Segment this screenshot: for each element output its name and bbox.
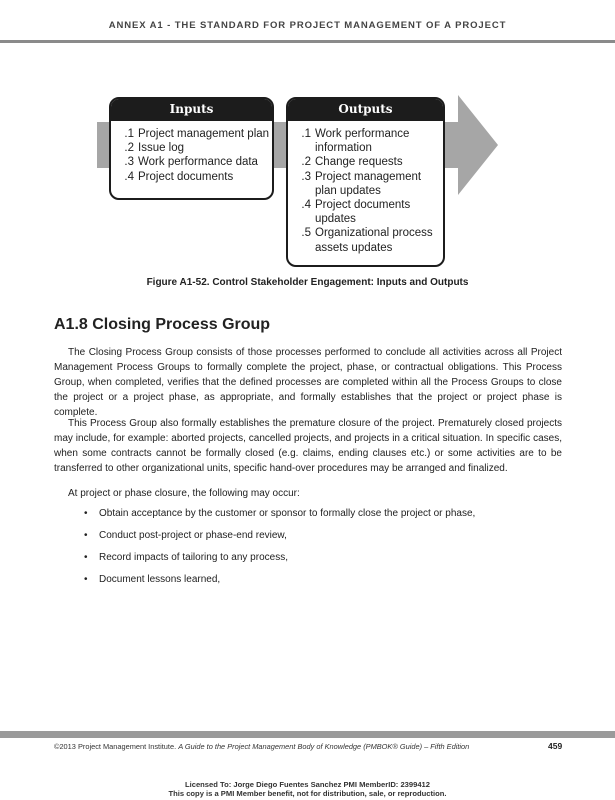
closure-bullet-list bbox=[84, 506, 554, 594]
bullet-icon: • bbox=[84, 508, 88, 519]
input-item: .3 Work performance data bbox=[124, 156, 258, 169]
list-item: • Obtain acceptance by the customer or sponsor to formally close the project or phase, bbox=[84, 508, 476, 519]
input-item: .2 Issue log bbox=[124, 142, 185, 155]
input-item: .1 Project management plan bbox=[124, 128, 270, 140]
bullet-icon: • bbox=[84, 574, 88, 585]
inputs-list bbox=[111, 121, 272, 184]
list-item: • Document lessons learned, bbox=[84, 574, 221, 585]
outputs-box bbox=[286, 97, 445, 267]
inputs-box bbox=[109, 97, 274, 200]
outputs-heading: Outputs bbox=[288, 99, 443, 121]
running-header-title: ANNEX A1 - THE STANDARD FOR PROJECT MANAGEMENT OF A PROJECT bbox=[108, 20, 507, 31]
license-line-1: Licensed To: Jorge Diego Fuentes Sanchez PMI MemberID: 2399412 bbox=[184, 780, 431, 789]
list-item: • Record impacts of tailoring to any process, bbox=[84, 552, 288, 563]
page-number: 459 bbox=[548, 741, 563, 751]
copyright-text: ©2013 Project Management Institute. bbox=[54, 742, 177, 751]
body-paragraph: At project or phase closure, the following may occur: bbox=[68, 488, 300, 499]
figure-caption: Figure A1-52. Control Stakeholder Engagement: Inputs and Outputs bbox=[146, 277, 469, 288]
inputs-heading: Inputs bbox=[111, 99, 272, 121]
license-line-2: This copy is a PMI Member benefit, not for distribution, sale, or reproduction. bbox=[168, 789, 447, 798]
output-item: .4 Project documents updates bbox=[301, 199, 411, 226]
output-item: .5 Organizational process assets updates bbox=[301, 227, 433, 254]
bullet-icon: • bbox=[84, 530, 88, 541]
figure-inputs-outputs bbox=[0, 90, 615, 270]
page-header bbox=[0, 0, 615, 40]
list-item: • Conduct post-project or phase-end review, bbox=[84, 530, 287, 541]
bullet-icon: • bbox=[84, 552, 88, 563]
output-item: .3 Project management plan updates bbox=[301, 170, 422, 197]
body-paragraph: This Process Group also formally establishes the premature closure of the project. Prematurely closed projects may include, for example: aborted projects, cancelled projects, and projects in a critical situation. In specific cases, when some contracts cannot be formally closed (e.g. claims, ending clauses etc.) or some activities are to be transferred to other organizational units, specific hand-over procedures may be arranged and finalized. bbox=[54, 418, 562, 474]
body-paragraph: The Closing Process Group consists of those processes performed to conclude all activities across all Project Management Process Groups to formally complete the project, phase, or contractual obligations. This Process Group, when completed, verifies that the defined processes are completed within all the Process Groups to close the project or a project phase, as appropriate, and formally establishes that the project or project phase is complete. bbox=[54, 347, 562, 418]
header-rule bbox=[0, 40, 615, 43]
outputs-list bbox=[288, 121, 443, 255]
footer-rule bbox=[0, 731, 615, 738]
input-item: .4 Project documents bbox=[124, 170, 234, 183]
output-item: .2 Change requests bbox=[301, 156, 403, 169]
footer-copyright bbox=[54, 742, 469, 751]
section-title: A1.8 Closing Process Group bbox=[54, 316, 271, 333]
book-title: A Guide to the Project Management Body of Knowledge (PMBOK® Guide) – Fifth Edition bbox=[178, 742, 470, 751]
output-item: .1 Work performance information bbox=[301, 128, 410, 155]
